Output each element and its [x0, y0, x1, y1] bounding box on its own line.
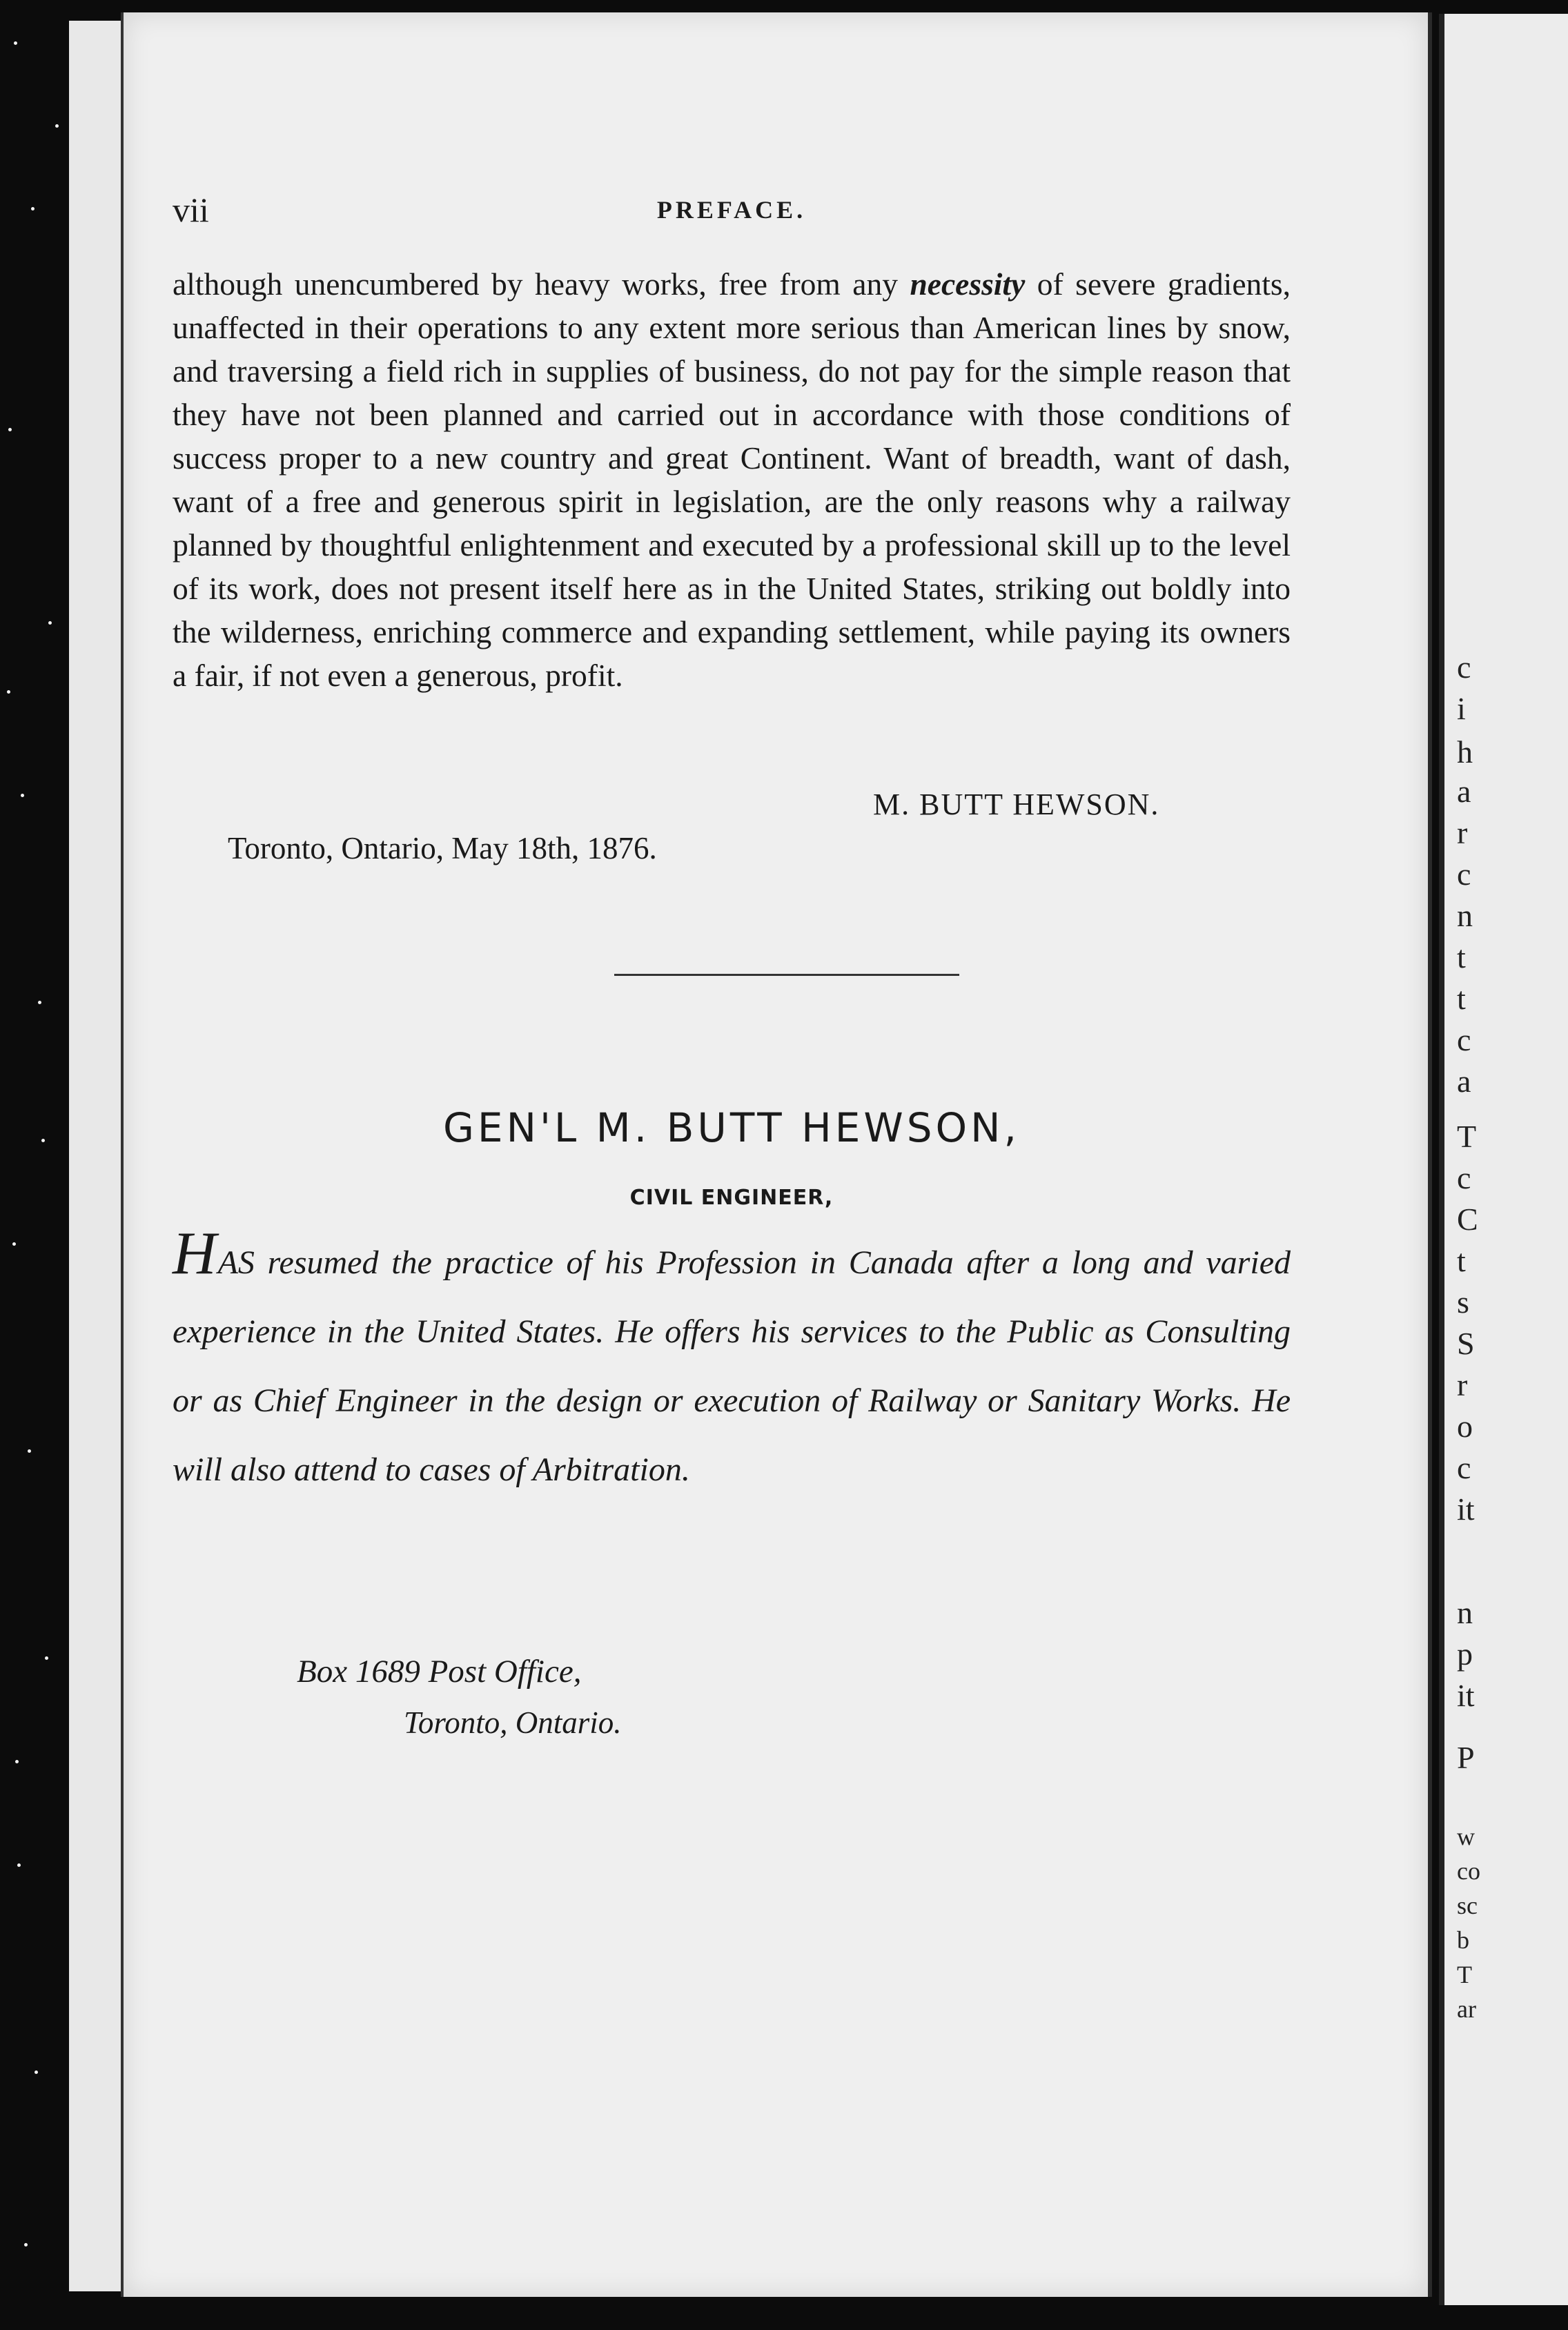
advertisement-body [173, 1220, 1291, 1505]
dust-speck [55, 124, 59, 128]
dust-speck [35, 2070, 38, 2074]
adjacent-page-letter: t [1457, 939, 1466, 975]
adjacent-page-letter: w [1457, 1823, 1475, 1850]
adjacent-page-letter: c [1457, 1450, 1471, 1485]
adjacent-page-letter: co [1457, 1857, 1480, 1885]
adjacent-page-letter: ar [1457, 1995, 1476, 2023]
dust-speck [12, 1242, 16, 1246]
adjacent-page [1439, 14, 1568, 2305]
adjacent-page-letter: a [1457, 1064, 1471, 1099]
adjacent-page-letter: o [1457, 1409, 1473, 1444]
adjacent-page-letter: i [1457, 691, 1466, 726]
dust-speck [21, 794, 24, 797]
adjacent-page-letter: it [1457, 1491, 1475, 1527]
preface-emphasis: necessity [910, 266, 1026, 302]
dust-speck [15, 1760, 19, 1763]
adjacent-page-letter: T [1457, 1961, 1472, 1988]
dust-speck [48, 621, 52, 625]
dust-speck [17, 1863, 21, 1867]
adjacent-page-letter: sc [1457, 1892, 1478, 1919]
adjacent-page-letter: S [1457, 1326, 1475, 1361]
adjacent-page-letter: c [1457, 856, 1471, 892]
address-line-1: Box 1689 Post Office, [297, 1654, 582, 1690]
advertisement-role: CIVIL ENGINEER, [629, 1186, 834, 1210]
dateline: Toronto, Ontario, May 18th, 1876. [228, 831, 657, 865]
adjacent-page-letter: r [1457, 815, 1468, 850]
preface-paragraph [173, 262, 1291, 697]
adjacent-page-letter: c [1457, 649, 1471, 685]
adjacent-page-letter: n [1457, 1595, 1473, 1630]
running-head-title: PREFACE. [656, 196, 807, 224]
adjacent-page-letter: T [1457, 1119, 1477, 1154]
dust-speck [38, 1001, 41, 1004]
dust-speck [24, 2243, 28, 2246]
dust-speck [8, 428, 12, 431]
section-divider [614, 974, 959, 976]
adjacent-page-letter: p [1457, 1636, 1473, 1672]
address-line-2: Toronto, Ontario. [404, 1705, 622, 1740]
dust-speck [31, 207, 35, 211]
preface-text-after: of severe gradients, unaffected in their operations to any extent more serious than American lines by snow, and traversing a field rich in supplies of business, do not pay for the simple reason that they have not been planned and carried out in accordance with those conditions of success proper to a new country and great Continent. Want of breadth, want of dash, want of a free and generous spirit in legislation, are the only reasons why a railway planned by thoughtful enlightenment and executed by a professional skill up to the level of its work, does not present itself here as in the United States, striking out boldly into the wilderness, enriching commerce and expanding settlement, while paying its owners a fair, if not even a generous, profit. [173, 266, 1291, 693]
adjacent-page-letter: t [1457, 981, 1466, 1016]
adjacent-page-letter: C [1457, 1202, 1478, 1237]
preface-text-before: although unencumbered by heavy works, free from any [173, 266, 910, 302]
adjacent-page-letter: t [1457, 1243, 1466, 1278]
adjacent-page-letter: s [1457, 1284, 1469, 1320]
dust-speck [7, 690, 10, 694]
adjacent-page-letter: n [1457, 898, 1473, 933]
dust-speck [45, 1656, 48, 1660]
adjacent-page-letter: h [1457, 734, 1473, 770]
drop-cap: H [173, 1220, 217, 1287]
dust-speck [41, 1139, 45, 1142]
advertisement-name: GEN'L M. BUTT HEWSON, [442, 1104, 1020, 1151]
adjacent-page-letter: a [1457, 774, 1471, 809]
adjacent-page-letter: r [1457, 1367, 1468, 1402]
author-signature: M. BUTT HEWSON. [873, 787, 1160, 821]
dust-speck [28, 1449, 31, 1453]
left-page-edge [69, 21, 126, 2291]
adjacent-page-letter: P [1457, 1740, 1475, 1775]
adjacent-page-letter: c [1457, 1022, 1471, 1057]
dust-speck [14, 41, 17, 45]
adjacent-page-letter: c [1457, 1160, 1471, 1195]
adjacent-page-letter: b [1457, 1926, 1469, 1954]
advertisement-text: AS resumed the practice of his Profession in Canada after a long and varied experience in the United States. He offers his services to the Public as Consulting or as Chief Engineer in the design or execution of Railway or Sanitary Works. He will also attend to cases of Arbitration. [173, 1244, 1291, 1488]
running-head [173, 190, 1291, 231]
page-number: vii [173, 190, 209, 229]
adjacent-page-letter: it [1457, 1678, 1475, 1713]
